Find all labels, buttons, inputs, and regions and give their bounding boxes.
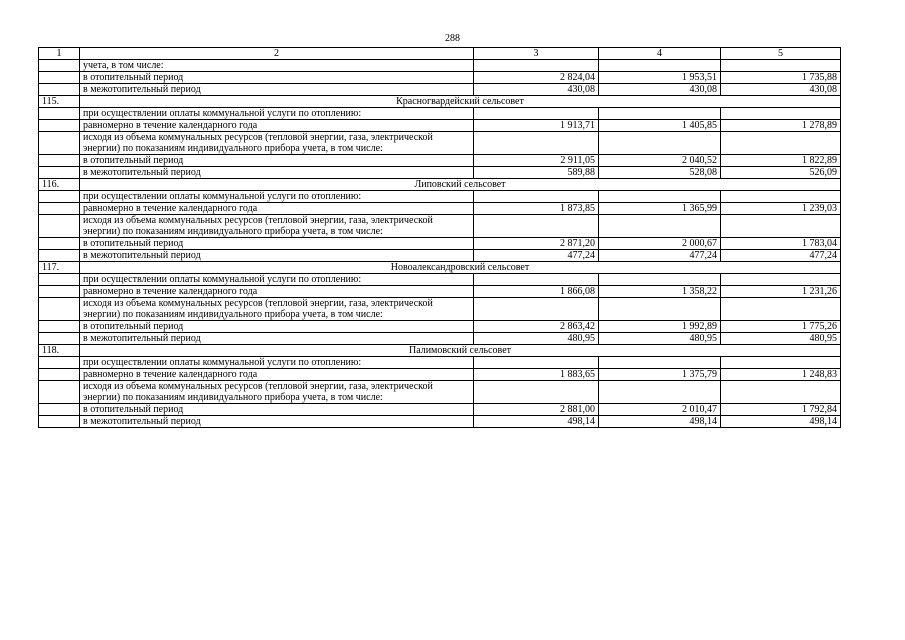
section-number: 116.: [39, 179, 80, 191]
value-col-4: 1 375,79: [599, 369, 721, 381]
section-header-row: [39, 179, 841, 191]
row-number-cell: [39, 298, 80, 321]
value-col-5: [721, 381, 841, 404]
section-number: 115.: [39, 96, 80, 108]
value-col-4: 430,08: [599, 84, 721, 96]
intro-row: [39, 60, 841, 72]
value-col-4: 480,95: [599, 333, 721, 345]
value-col-4: [599, 298, 721, 321]
value-col-4: 1 365,99: [599, 203, 721, 215]
value-col-3: 2 863,42: [474, 321, 599, 333]
row-label: в межотопительный период: [80, 84, 474, 96]
value-col-3: 589,88: [474, 167, 599, 179]
value-col-5: 1 231,26: [721, 286, 841, 298]
value-col-3: [474, 191, 599, 203]
payment-label-row: [39, 191, 841, 203]
row-number-cell: [39, 84, 80, 96]
value-col-4: [599, 274, 721, 286]
uniform-payment-row: [39, 286, 841, 298]
value-col-4: 1 405,85: [599, 120, 721, 132]
meter-based-row: [39, 381, 841, 404]
uniform-payment-row: [39, 120, 841, 132]
row-label: в отопительный период: [80, 238, 474, 250]
section-number: 117.: [39, 262, 80, 274]
meter-based-row: [39, 298, 841, 321]
row-label: учета, в том числе:: [80, 60, 474, 72]
payment-label-row: [39, 357, 841, 369]
value-col-4: 1 953,51: [599, 72, 721, 84]
heating-period-row: [39, 238, 841, 250]
payment-label-row: [39, 108, 841, 120]
row-number-cell: [39, 167, 80, 179]
row-number-cell: [39, 215, 80, 238]
row-label: исходя из объема коммунальных ресурсов (тепловой энергии, газа, электрической энергии) по показаниям индивидуального прибора учета, в том числе:: [80, 298, 474, 321]
value-col-3: [474, 357, 599, 369]
value-col-3: [474, 132, 599, 155]
section-header-row: [39, 262, 841, 274]
value-col-3: [474, 274, 599, 286]
uniform-payment-row: [39, 203, 841, 215]
value-col-4: 498,14: [599, 416, 721, 428]
value-col-5: [721, 191, 841, 203]
heating-period-row: [39, 155, 841, 167]
header-col-4: 4: [599, 48, 721, 60]
value-col-5: 477,24: [721, 250, 841, 262]
value-col-4: [599, 357, 721, 369]
value-col-5: 1 792,84: [721, 404, 841, 416]
row-label: в отопительный период: [80, 404, 474, 416]
value-col-5: 430,08: [721, 84, 841, 96]
row-number-cell: [39, 416, 80, 428]
row-number-cell: [39, 108, 80, 120]
row-number-cell: [39, 357, 80, 369]
value-col-5: [721, 215, 841, 238]
heating-period-row: [39, 321, 841, 333]
value-col-4: 2 000,67: [599, 238, 721, 250]
value-col-3: 1 866,08: [474, 286, 599, 298]
value-col-3: 2 871,20: [474, 238, 599, 250]
value-col-4: [599, 191, 721, 203]
off-season-row: [39, 416, 841, 428]
value-col-4: 2 040,52: [599, 155, 721, 167]
row-label: равномерно в течение календарного года: [80, 286, 474, 298]
intro-row: [39, 72, 841, 84]
section-title: Липовский сельсовет: [80, 179, 841, 191]
row-number-cell: [39, 72, 80, 84]
value-col-5: 1 783,04: [721, 238, 841, 250]
value-col-3: [474, 298, 599, 321]
header-col-2: 2: [80, 48, 474, 60]
row-number-cell: [39, 132, 80, 155]
row-number-cell: [39, 238, 80, 250]
section-title: Новоалександровский сельсовет: [80, 262, 841, 274]
header-col-1: 1: [39, 48, 80, 60]
value-col-4: [599, 132, 721, 155]
value-col-3: 2 881,00: [474, 404, 599, 416]
section-header-row: [39, 96, 841, 108]
row-number-cell: [39, 333, 80, 345]
row-label: в отопительный период: [80, 72, 474, 84]
value-col-5: [721, 274, 841, 286]
row-label: равномерно в течение календарного года: [80, 369, 474, 381]
row-number-cell: [39, 404, 80, 416]
row-number-cell: [39, 274, 80, 286]
row-label: исходя из объема коммунальных ресурсов (тепловой энергии, газа, электрической энергии) по показаниям индивидуального прибора учета, в том числе:: [80, 132, 474, 155]
value-col-3: 2 824,04: [474, 72, 599, 84]
value-col-4: 2 010,47: [599, 404, 721, 416]
header-col-5: 5: [721, 48, 841, 60]
row-number-cell: [39, 250, 80, 262]
row-number-cell: [39, 191, 80, 203]
value-col-4: [599, 215, 721, 238]
uniform-payment-row: [39, 369, 841, 381]
row-label: равномерно в течение календарного года: [80, 203, 474, 215]
section-title: Красногвардейский сельсовет: [80, 96, 841, 108]
table-header-row: [39, 48, 841, 60]
section-header-row: [39, 345, 841, 357]
value-col-5: 1 822,89: [721, 155, 841, 167]
row-label: в межотопительный период: [80, 333, 474, 345]
off-season-row: [39, 333, 841, 345]
row-label: в межотопительный период: [80, 250, 474, 262]
row-label: в отопительный период: [80, 321, 474, 333]
row-number-cell: [39, 369, 80, 381]
value-col-3: 498,14: [474, 416, 599, 428]
page-number: 288: [445, 33, 460, 44]
row-label: исходя из объема коммунальных ресурсов (тепловой энергии, газа, электрической энергии) по показаниям индивидуального прибора учета, в том числе:: [80, 381, 474, 404]
value-col-5: 1 775,26: [721, 321, 841, 333]
intro-row: [39, 84, 841, 96]
off-season-row: [39, 167, 841, 179]
row-label: при осуществлении оплаты коммунальной услуги по отоплению:: [80, 274, 474, 286]
value-col-5: 1 278,89: [721, 120, 841, 132]
value-col-5: [721, 132, 841, 155]
row-label: при осуществлении оплаты коммунальной услуги по отоплению:: [80, 191, 474, 203]
tariff-table: [38, 47, 841, 428]
value-col-5: [721, 60, 841, 72]
heating-period-row: [39, 404, 841, 416]
row-label: равномерно в течение календарного года: [80, 120, 474, 132]
row-number-cell: [39, 321, 80, 333]
row-number-cell: [39, 286, 80, 298]
value-col-4: [599, 381, 721, 404]
value-col-3: 480,95: [474, 333, 599, 345]
payment-label-row: [39, 274, 841, 286]
row-label: в межотопительный период: [80, 167, 474, 179]
value-col-3: 1 873,85: [474, 203, 599, 215]
value-col-4: 1 358,22: [599, 286, 721, 298]
meter-based-row: [39, 132, 841, 155]
value-col-3: 2 911,05: [474, 155, 599, 167]
tariff-table-body: [39, 48, 841, 428]
value-col-5: 1 735,88: [721, 72, 841, 84]
value-col-3: [474, 381, 599, 404]
off-season-row: [39, 250, 841, 262]
meter-based-row: [39, 215, 841, 238]
row-label: при осуществлении оплаты коммунальной услуги по отоплению:: [80, 108, 474, 120]
value-col-5: [721, 357, 841, 369]
value-col-5: [721, 298, 841, 321]
value-col-5: 498,14: [721, 416, 841, 428]
value-col-4: 1 992,89: [599, 321, 721, 333]
header-col-3: 3: [474, 48, 599, 60]
value-col-3: 430,08: [474, 84, 599, 96]
value-col-3: [474, 60, 599, 72]
value-col-3: 1 913,71: [474, 120, 599, 132]
value-col-3: 477,24: [474, 250, 599, 262]
row-label: исходя из объема коммунальных ресурсов (тепловой энергии, газа, электрической энергии) по показаниям индивидуального прибора учета, в том числе:: [80, 215, 474, 238]
value-col-5: 526,09: [721, 167, 841, 179]
row-label: в межотопительный период: [80, 416, 474, 428]
value-col-5: 480,95: [721, 333, 841, 345]
value-col-4: [599, 108, 721, 120]
value-col-3: [474, 108, 599, 120]
row-number-cell: [39, 203, 80, 215]
value-col-4: 477,24: [599, 250, 721, 262]
row-label: в отопительный период: [80, 155, 474, 167]
value-col-4: 528,08: [599, 167, 721, 179]
section-title: Палимовский сельсовет: [80, 345, 841, 357]
value-col-5: 1 248,83: [721, 369, 841, 381]
value-col-3: [474, 215, 599, 238]
value-col-3: 1 883,65: [474, 369, 599, 381]
row-number-cell: [39, 381, 80, 404]
value-col-5: 1 239,03: [721, 203, 841, 215]
row-label: при осуществлении оплаты коммунальной услуги по отоплению:: [80, 357, 474, 369]
row-number-cell: [39, 120, 80, 132]
row-number-cell: [39, 60, 80, 72]
section-number: 118.: [39, 345, 80, 357]
value-col-5: [721, 108, 841, 120]
row-number-cell: [39, 155, 80, 167]
value-col-4: [599, 60, 721, 72]
